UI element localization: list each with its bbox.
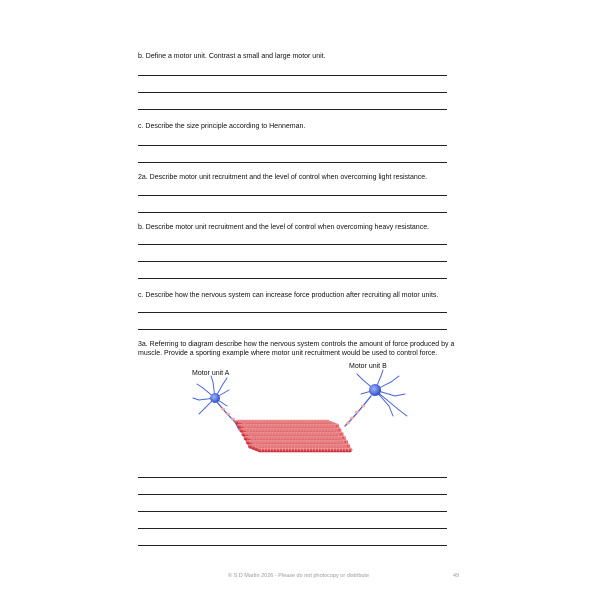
label-motor-unit-b: Motor unit B — [349, 363, 387, 370]
answer-line — [138, 278, 447, 279]
neuron-b — [345, 370, 407, 426]
question-1b: b. Define a motor unit. Contrast a small and large motor unit. — [138, 53, 326, 60]
answer-line — [138, 244, 447, 245]
answer-line — [138, 545, 447, 546]
question-1c: c. Describe the size principle according to Henneman. — [138, 123, 306, 130]
answer-line — [138, 511, 447, 512]
answer-line — [138, 477, 447, 478]
answer-line — [138, 145, 447, 146]
answer-line — [138, 329, 447, 330]
answer-line — [138, 162, 447, 163]
answer-line — [138, 528, 447, 529]
copyright-footer: © S D Martin 2026 - Please do not photocopy or distribute — [228, 573, 370, 579]
answer-line — [138, 92, 447, 93]
answer-line — [138, 312, 447, 313]
question-3a: 3a. Referring to diagram describe how the nervous system controls the amount of force produced by a muscle. Provide a sporting example where motor unit recruitment would be used to control force. — [138, 341, 455, 357]
axon-terminals-a — [221, 408, 235, 421]
answer-line — [138, 109, 447, 110]
answer-line — [138, 195, 447, 196]
page-number: 49 — [453, 573, 460, 579]
motor-unit-diagram — [185, 360, 415, 460]
answer-line — [138, 75, 447, 76]
answer-line — [138, 212, 447, 213]
muscle-fiber-bundle — [235, 420, 352, 452]
muscle-fiber — [257, 448, 352, 453]
question-2c: c. Describe how the nervous system can increase force production after recruiting all motor units. — [138, 292, 439, 299]
question-2b: b. Describe motor unit recruitment and the level of control when overcoming heavy resistance. — [138, 224, 430, 231]
answer-line — [138, 261, 447, 262]
answer-line — [138, 494, 447, 495]
label-motor-unit-a: Motor unit A — [192, 370, 230, 377]
question-2a: 2a. Describe motor unit recruitment and the level of control when overcoming light resistance. — [138, 174, 428, 181]
